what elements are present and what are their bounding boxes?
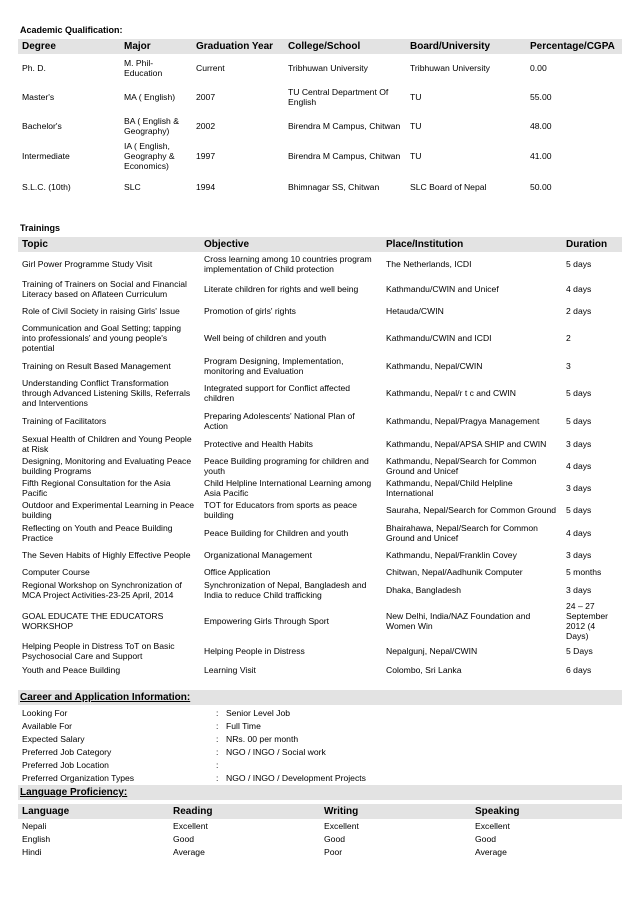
academic-row [18, 54, 622, 82]
academic-cell: TU [410, 91, 422, 102]
language-section-bar [18, 785, 622, 800]
language-cell: Average [173, 846, 205, 857]
academic-header-cell: Board/University [406, 39, 526, 54]
trainings-row [18, 377, 622, 409]
academic-header-cell: Degree [18, 39, 120, 54]
trainings-header-cell: Topic [18, 237, 200, 252]
trainings-header-cell: Objective [200, 237, 382, 252]
trainings-cell: 5 days [566, 259, 592, 269]
trainings-cell: TOT for Educators from sports as peace building [204, 500, 358, 520]
trainings-cell: 2 [566, 332, 571, 343]
language-table [18, 804, 622, 858]
language-row [18, 845, 622, 858]
academic-cell: 50.00 [530, 181, 552, 192]
trainings-cell: Promotion of girls' rights [204, 306, 296, 316]
trainings-cell: 5 days [566, 388, 592, 398]
career-cell: : [216, 720, 219, 731]
academic-row [18, 140, 622, 171]
trainings-cell: Dhaka, Bangladesh [386, 585, 462, 595]
trainings-section-title: Trainings [20, 223, 61, 233]
academic-cell: Bhimnagar SS, Chitwan [288, 181, 380, 192]
academic-body [18, 54, 622, 202]
academic-cell: 41.00 [530, 150, 552, 161]
trainings-cell: Training on Result Based Management [22, 360, 171, 371]
academic-header-cell: College/School [284, 39, 406, 54]
trainings-cell: Office Application [204, 567, 271, 577]
trainings-cell: Role of Civil Society in raising Girls' Issue [22, 306, 180, 316]
career-cell: Expected Salary [22, 733, 85, 744]
trainings-row [18, 477, 622, 499]
trainings-cell: Synchronization of Nepal, Bangladesh and India to reduce Child trafficking [204, 580, 367, 600]
trainings-cell: Helping People in Distress ToT on Basic Psychosocial Care and Support [22, 641, 175, 661]
academic-cell: Ph. D. [22, 63, 46, 73]
trainings-row [18, 301, 622, 321]
career-cell: : [216, 707, 219, 718]
academic-cell: Birendra M Campus, Chitwan [288, 120, 401, 131]
trainings-row [18, 499, 622, 521]
trainings-cell: Preparing Adolescents' National Plan of Action [204, 411, 355, 431]
academic-cell: Bachelor's [22, 120, 62, 131]
trainings-cell: Communication and Goal Setting; tapping into professionals' and young people's potential [22, 322, 182, 353]
trainings-cell: 5 days [566, 505, 592, 515]
trainings-cell: New Delhi, India/NAZ Foundation and Women Win [386, 611, 531, 631]
trainings-cell: Program Designing, Implementation, monitoring and Evaluation [204, 355, 344, 376]
trainings-cell: Hetauda/CWIN [386, 306, 444, 316]
trainings-cell: Kathmandu, Nepal/r t c and CWIN [386, 388, 516, 398]
trainings-cell: Peace Building programing for children and youth [204, 455, 369, 476]
trainings-cell: Learning Visit [204, 664, 256, 675]
trainings-row [18, 521, 622, 544]
trainings-cell: 6 days [566, 664, 592, 675]
academic-cell: Tribhuwan University [288, 63, 368, 73]
language-section-title: Language Proficiency: [20, 787, 128, 798]
academic-cell: IA ( English, Geography & Economics) [124, 140, 175, 171]
career-cell [222, 758, 622, 771]
trainings-cell: Helping People in Distress [204, 646, 305, 656]
academic-cell: 0.00 [530, 63, 547, 73]
career-cell: : [216, 746, 219, 757]
career-cell: Senior Level Job [226, 707, 291, 718]
language-header-cell: Reading [169, 804, 320, 819]
language-cell: Good [324, 833, 346, 844]
language-cell: Average [475, 846, 507, 857]
career-row [18, 745, 622, 758]
trainings-cell: Integrated support for Conflict affected children [204, 383, 351, 403]
trainings-cell: 5 Days [566, 646, 593, 656]
trainings-cell: Regional Workshop on Synchronization of MCA Project Activities-23-25 April, 2014 [22, 580, 182, 600]
trainings-row [18, 252, 622, 276]
trainings-cell: 4 days [566, 527, 592, 538]
academic-cell: SLC Board of Nepal [410, 181, 487, 192]
trainings-row [18, 276, 622, 301]
trainings-row [18, 661, 622, 678]
trainings-cell: 5 months [566, 567, 602, 577]
language-row [18, 819, 622, 832]
academic-cell: 48.00 [530, 120, 552, 131]
academic-header-cell: Percentage/CGPA [526, 39, 622, 54]
trainings-cell: Fifth Regional Consultation for the Asia Pacific [22, 478, 171, 498]
trainings-cell: Sexual Health of Children and Young People at Risk [22, 433, 192, 454]
academic-header-cell: Major [120, 39, 192, 54]
academic-cell: TU [410, 120, 422, 131]
trainings-cell: Computer Course [22, 567, 90, 577]
trainings-row [18, 409, 622, 433]
academic-cell: S.L.C. (10th) [22, 181, 71, 192]
academic-cell: TU Central Department Of English [288, 86, 389, 107]
trainings-cell: Kathmandu, Nepal/Franklin Covey [386, 549, 517, 560]
trainings-row [18, 544, 622, 565]
career-cell: NGO / INGO / Development Projects [226, 772, 366, 783]
trainings-cell: Cross learning among 10 countries program implementation of Child protection [204, 254, 372, 274]
career-row [18, 758, 622, 771]
trainings-cell: Kathmandu, Nepal/APSA SHIP and CWIN [386, 438, 547, 449]
academic-cell: Intermediate [22, 150, 70, 161]
trainings-row [18, 354, 622, 377]
academic-cell: 1997 [196, 150, 216, 161]
trainings-cell: Chitwan, Nepal/Aadhunik Computer [386, 567, 523, 577]
academic-cell: 2007 [196, 91, 216, 102]
language-body [18, 819, 622, 858]
career-cell: : [216, 733, 219, 744]
trainings-cell: Designing, Monitoring and Evaluating Peace building Programs [22, 455, 192, 476]
trainings-row [18, 454, 622, 477]
academic-cell: 55.00 [530, 91, 552, 102]
trainings-cell: 4 days [566, 283, 592, 294]
trainings-cell: Outdoor and Experimental Learning in Peace building [22, 500, 194, 520]
academic-row [18, 171, 622, 202]
academic-table [18, 39, 622, 202]
trainings-cell: Understanding Conflict Transformation through Advanced Listening Skills, Referrals and Interventions [22, 378, 191, 408]
language-cell: Excellent [475, 820, 510, 831]
trainings-cell: Kathmandu, Nepal/Pragya Management [386, 416, 540, 426]
academic-row [18, 82, 622, 111]
trainings-cell: 3 days [566, 585, 592, 595]
trainings-cell: Child Helpline International Learning among Asia Pacific [204, 478, 372, 498]
trainings-row [18, 433, 622, 454]
trainings-cell: Training of Facilitators [22, 416, 107, 426]
language-cell: Hindi [22, 846, 42, 857]
trainings-cell: Organizational Management [204, 549, 312, 560]
language-cell: Excellent [173, 820, 208, 831]
trainings-row [18, 321, 622, 354]
language-cell: Nepali [22, 820, 47, 831]
academic-section-title: Academic Qualification: [20, 25, 123, 35]
trainings-cell: 3 days [566, 549, 592, 560]
trainings-body [18, 252, 622, 678]
academic-cell: Tribhuwan University [410, 63, 490, 73]
trainings-cell: Peace Building for Children and youth [204, 527, 349, 538]
academic-cell: 1994 [196, 181, 216, 192]
academic-cell: M. Phil-Education [124, 58, 163, 78]
trainings-cell: GOAL EDUCATE THE EDUCATORS WORKSHOP [22, 611, 164, 631]
trainings-cell: 5 days [566, 416, 592, 426]
trainings-cell: The Netherlands, ICDI [386, 259, 472, 269]
trainings-cell: Colombo, Sri Lanka [386, 664, 462, 675]
trainings-row [18, 641, 622, 661]
trainings-cell: Kathmandu, Nepal/CWIN [386, 360, 483, 371]
academic-row [18, 111, 622, 140]
trainings-cell: 4 days [566, 460, 592, 471]
career-cell: Preferred Job Category [22, 746, 112, 757]
trainings-cell: 24 – 27 September 2012 (4 Days) [566, 601, 609, 641]
trainings-row [18, 565, 622, 579]
trainings-cell: Nepalgunj, Nepal/CWIN [386, 646, 478, 656]
trainings-cell: Girl Power Programme Study Visit [22, 259, 153, 269]
language-cell: Good [173, 833, 195, 844]
language-row [18, 832, 622, 845]
trainings-cell: Youth and Peace Building [22, 664, 121, 675]
trainings-header-row [18, 237, 622, 252]
career-cell: NGO / INGO / Social work [226, 746, 326, 757]
academic-header-row [18, 39, 622, 54]
career-section-title: Career and Application Information: [20, 692, 191, 703]
trainings-header-cell: Duration [562, 237, 622, 252]
career-row [18, 732, 622, 745]
language-header-cell: Speaking [471, 804, 622, 819]
trainings-cell: 3 days [566, 438, 592, 449]
academic-header-cell: Graduation Year [192, 39, 284, 54]
trainings-cell: Reflecting on Youth and Peace Building Practice [22, 522, 173, 543]
academic-cell: BA ( English & Geography) [124, 115, 179, 136]
trainings-cell: Empowering Girls Through Sport [204, 616, 329, 626]
career-body [18, 706, 622, 784]
trainings-table [18, 237, 622, 678]
career-row [18, 706, 622, 719]
trainings-cell: Protective and Health Habits [204, 438, 313, 449]
language-header-cell: Writing [320, 804, 471, 819]
academic-cell: Current [196, 63, 225, 73]
language-header-cell: Language [18, 804, 169, 819]
trainings-cell: Kathmandu/CWIN and ICDI [386, 332, 492, 343]
trainings-cell: Training of Trainers on Social and Financial Literacy based on Aflateen Curriculum [22, 278, 187, 299]
trainings-cell: Literate children for rights and well being [204, 283, 359, 294]
career-cell: Available For [22, 720, 72, 731]
career-cell: Preferred Job Location [22, 759, 109, 770]
language-header-row [18, 804, 622, 819]
trainings-cell: 3 days [566, 483, 592, 493]
trainings-cell: 2 days [566, 306, 592, 316]
career-cell: Preferred Organization Types [22, 772, 135, 783]
career-section-bar [18, 690, 622, 705]
trainings-cell: Kathmandu/CWIN and Unicef [386, 283, 499, 294]
language-cell: Poor [324, 846, 343, 857]
career-cell: : [216, 759, 219, 770]
academic-cell: TU [410, 150, 422, 161]
trainings-row [18, 601, 622, 641]
trainings-cell: Kathmandu, Nepal/Search for Common Ground and Unicef [386, 455, 537, 476]
academic-cell: MA ( English) [124, 91, 176, 102]
trainings-cell: 3 [566, 360, 571, 371]
trainings-cell: The Seven Habits of Highly Effective People [22, 549, 191, 560]
career-row [18, 771, 622, 784]
trainings-cell: Well being of children and youth [204, 332, 327, 343]
career-cell: Looking For [22, 707, 68, 718]
trainings-header-cell: Place/Institution [382, 237, 562, 252]
language-cell: Good [475, 833, 497, 844]
academic-cell: SLC [124, 181, 141, 192]
academic-cell: 2002 [196, 120, 216, 131]
trainings-cell: Kathmandu, Nepal/Child Helpline International [386, 478, 513, 498]
career-cell: Full Time [226, 720, 261, 731]
trainings-cell: Bhairahawa, Nepal/Search for Common Ground and Unicef [386, 522, 538, 543]
career-table [18, 706, 622, 784]
career-row [18, 719, 622, 732]
trainings-cell: Sauraha, Nepal/Search for Common Ground [386, 505, 557, 515]
academic-cell: Birendra M Campus, Chitwan [288, 150, 401, 161]
trainings-row [18, 579, 622, 601]
academic-cell: Master's [22, 91, 55, 102]
language-cell: Excellent [324, 820, 359, 831]
career-cell: : [216, 772, 219, 783]
career-cell: NRs. 00 per month [226, 733, 299, 744]
language-cell: English [22, 833, 51, 844]
